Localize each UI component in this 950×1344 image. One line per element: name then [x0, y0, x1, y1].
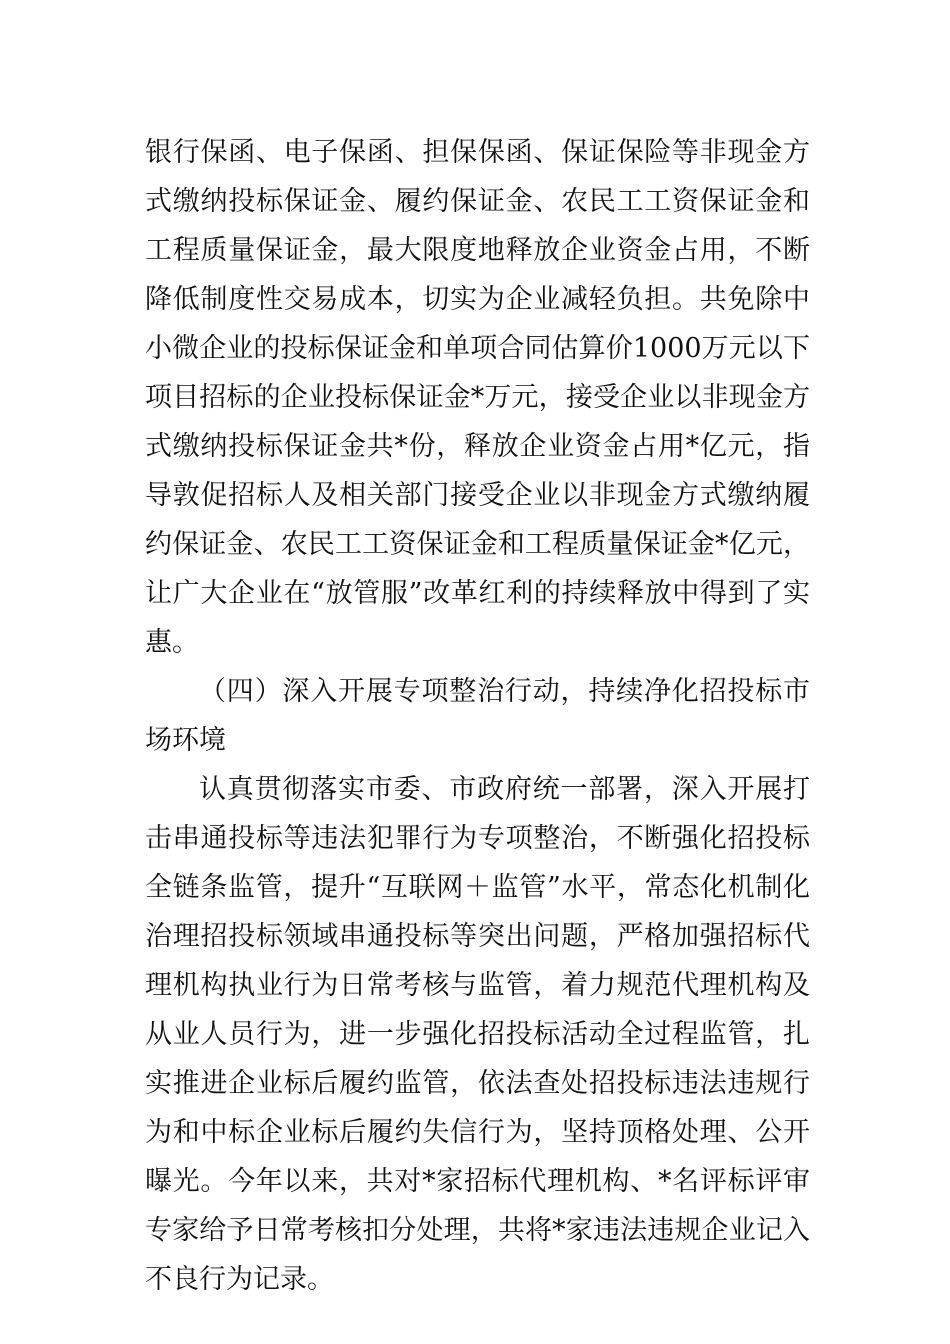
paragraph-special-rectification: 认真贯彻落实市委、市政府统一部署，深入开展打击串通投标等违法犯罪行为专项整治，不断强化招投标全链条监管，提升“互联网＋监管”水平，常态化机制化治理招投标领域串通投标等突出问题，严格加强招标代理机构执业行为日常考核与监管，着力规范代理机构及从业人员行为，进一步强化招投标活动全过程监管，扎实推进企业标后履约监管，依法查处招投标违法违规行为和中标企业标后履约失信行为，坚持顶格处理、公开曝光。今年以来，共对*家招标代理机构、*名评标评审专家给予日常考核扣分处理，共将*家违法违规企业记入不良行为记录。 [145, 774, 810, 1295]
section-heading-four: （四）深入开展专项整治行动，持续净化招投标市场环境 [145, 676, 810, 756]
document-body [145, 128, 810, 1304]
paragraph-guarantee-deposit: 银行保函、电子保函、担保保函、保证保险等非现金方式缴纳投标保证金、履约保证金、农民工工资保证金和工程质量保证金，最大限度地释放企业资金占用，不断降低制度性交易成本，切实为企业减轻负担。共免除中小微企业的投标保证金和单项合同估算价1000万元以下项目招标的企业投标保证金*万元，接受企业以非现金方式缴纳投标保证金共*份，释放企业资金占用*亿元，指导敦促招标人及相关部门接受企业以非现金方式缴纳履约保证金、农民工工资保证金和工程质量保证金*亿元，让广大企业在“放管服”改革红利的持续释放中得到了实惠。 [145, 137, 810, 658]
